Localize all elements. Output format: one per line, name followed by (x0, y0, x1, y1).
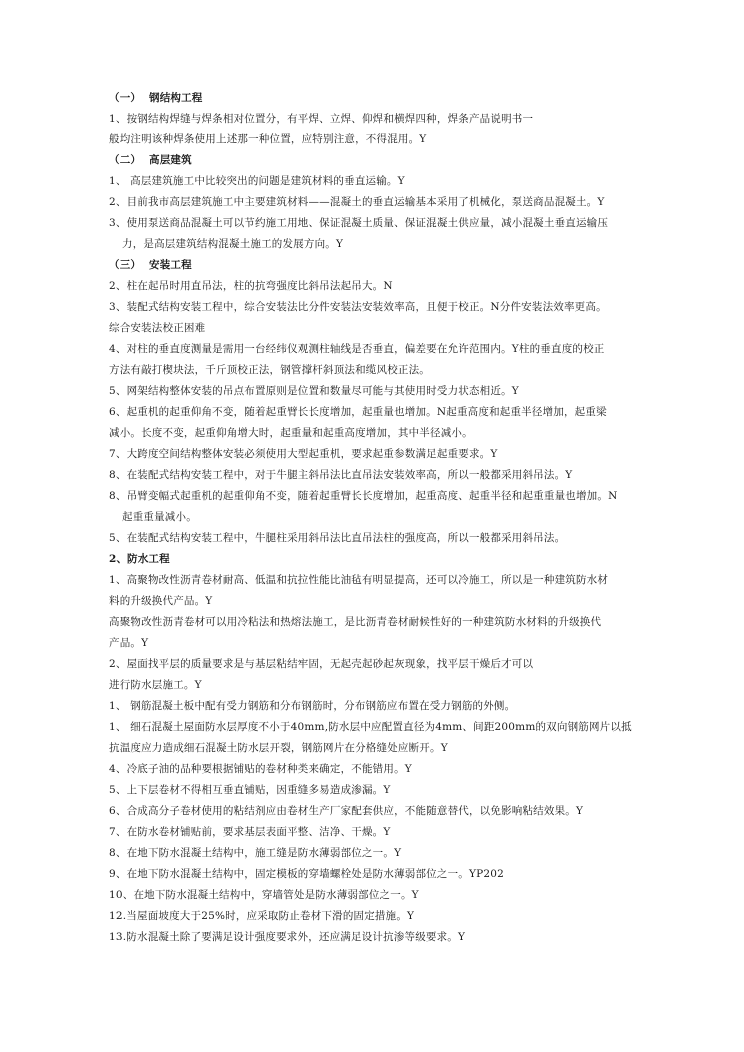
paragraph-line: 力，是高层建筑结构混凝土施工的发展方向。Y (122, 238, 344, 250)
paragraph-line: 产品。Y (109, 637, 149, 649)
section-number: 2、 (109, 553, 128, 565)
section-heading-waterproofing (109, 552, 170, 566)
section-number: （三） (109, 259, 142, 271)
paragraph-line: 2、目前我市高层建筑施工中主要建筑材料——混凝土的垂直运输基本采用了机械化，泵送商品混凝土。Y (109, 196, 605, 208)
paragraph-line: 13.防水混凝土除了要满足设计强度要求外，还应满足设计抗渗等级要求。Y (109, 931, 466, 943)
paragraph-line: 5、上下层卷材不得相互垂直铺贴，因重缝多易造成渗漏。Y (109, 784, 391, 796)
paragraph-line: 2、柱在起吊时用直吊法，柱的抗弯强度比斜吊法起吊大。N (109, 280, 393, 292)
section-title: 安装工程 (149, 259, 192, 271)
section-title: 钢结构工程 (149, 92, 203, 104)
paragraph-line: 3、使用泵送商品混凝土可以节约施工用地、保证混凝土质量、保证混凝土供应量，减小混凝土垂直运输压 (109, 217, 609, 229)
paragraph-line: 进行防水层施工。Y (109, 679, 202, 691)
paragraph-line: 1、 细石混凝土屋面防水层厚度不小于40mm,防水层中应配置直径为4mm、间距200mm的双向钢筋网片以抵 (109, 721, 632, 733)
paragraph-line: 综合安装法校正困难 (109, 322, 206, 334)
paragraph-line: 3、装配式结构安装工程中，综合安装法比分件安装法安装效率高，且便于校正。N分件安装法效率更高。 (109, 301, 607, 313)
paragraph-line: 6、起重机的起重仰角不变，随着起重臂长长度增加，起重量也增加。N起重高度和起重半径增加，起重梁 (109, 406, 607, 418)
section-heading-installation (109, 258, 192, 272)
paragraph-line: 8、吊臂变幅式起重机的起重仰角不变，随着起重臂长长度增加，起重高度、起重半径和起重重量也增加。N (109, 490, 618, 502)
section-title: 高层建筑 (149, 154, 192, 166)
paragraph-line: 抗温度应力造成细石混凝土防水层开裂，钢筋网片在分格缝处应断开。Y (109, 742, 448, 754)
section-heading-highrise (109, 153, 192, 167)
paragraph-line: 料的升级换代产品。Y (109, 595, 213, 607)
section-number: （二） (109, 154, 142, 166)
paragraph-line: 1、 钢筋混凝土板中配有受力钢筋和分布钢筋时，分布钢筋应布置在受力钢筋的外侧。 (109, 700, 516, 712)
paragraph-line: 4、对柱的垂直度测量是需用一台经纬仪观测柱轴线是否垂直，偏差要在允许范围内。Y柱的垂直度的校正 (109, 343, 605, 355)
paragraph-line: 6、合成高分子卷材使用的粘结剂应由卷材生产厂家配套供应，不能随意替代，以免影响粘结效果。Y (109, 805, 584, 817)
paragraph-line: 9、在地下防水混凝土结构中，固定模板的穿墙螺栓处是防水薄弱部位之一。YP202 (109, 868, 505, 880)
paragraph-line: 般均注明该种焊条使用上述那一种位置，应特别注意，不得混用。Y (109, 133, 427, 145)
paragraph-line: 12.当屋面坡度大于25%时，应采取防止卷材下滑的固定措施。Y (109, 910, 415, 922)
paragraph-line: 8、在地下防水混凝土结构中，施工缝是防水薄弱部位之一。Y (109, 847, 402, 859)
paragraph-line: 2、屋面找平层的质量要求是与基层粘结牢固，无起壳起砂起灰现象，找平层干燥后才可以 (109, 658, 534, 670)
paragraph-line: 5、在装配式结构安装工程中，牛腿柱采用斜吊法比直吊法柱的强度高，所以一般都采用斜吊法。 (109, 532, 566, 544)
paragraph-line: 1、高聚物改性沥青卷材耐高、低温和抗拉性能比油毡有明显提高，还可以冷施工，所以是一种建筑防水材 (109, 574, 609, 586)
section-number: （一） (109, 92, 142, 104)
paragraph-line: 起重重量减小。 (122, 511, 197, 523)
paragraph-line: 10、在地下防水混凝土结构中，穿墙管处是防水薄弱部位之一。Y (109, 889, 419, 901)
paragraph-line: 高聚物改性沥青卷材可以用冷粘法和热熔法施工，是比沥青卷材耐候性好的一种建筑防水材料的升级换代 (109, 616, 602, 628)
section-heading-steel (109, 91, 203, 105)
paragraph-line: 方法有敲打楔块法，千斤顶校正法，钢管撑杆斜顶法和缆风校正法。 (109, 364, 430, 376)
section-title: 防水工程 (127, 553, 170, 565)
paragraph-line: 1、 高层建筑施工中比较突出的问题是建筑材料的垂直运输。Y (109, 175, 405, 187)
paragraph-line: 7、大跨度空间结构整体安装必须使用大型起重机，要求起重参数满足起重要求。Y (109, 448, 498, 460)
paragraph-line: 减小。长度不变，起重仰角增大时，起重量和起重高度增加，其中半径减小。 (109, 427, 473, 439)
paragraph-line: 4、冷底子油的品种要根据铺贴的卷材种类来确定，不能错用。Y (109, 763, 412, 775)
paragraph-line: 8、在装配式结构安装工程中，对于牛腿主斜吊法比直吊法安装效率高，所以一般都采用斜吊法。Y (109, 469, 573, 481)
paragraph-line: 1、按钢结构焊缝与焊条相对位置分，有平焊、立焊、仰焊和横焊四种，焊条产品说明书一 (109, 113, 534, 125)
paragraph-line: 7、在防水卷材铺贴前，要求基层表面平整、洁净、干燥。Y (109, 826, 391, 838)
paragraph-line: 5、网架结构整体安装的吊点布置原则是位置和数量尽可能与其使用时受力状态相近。Y (109, 385, 519, 397)
